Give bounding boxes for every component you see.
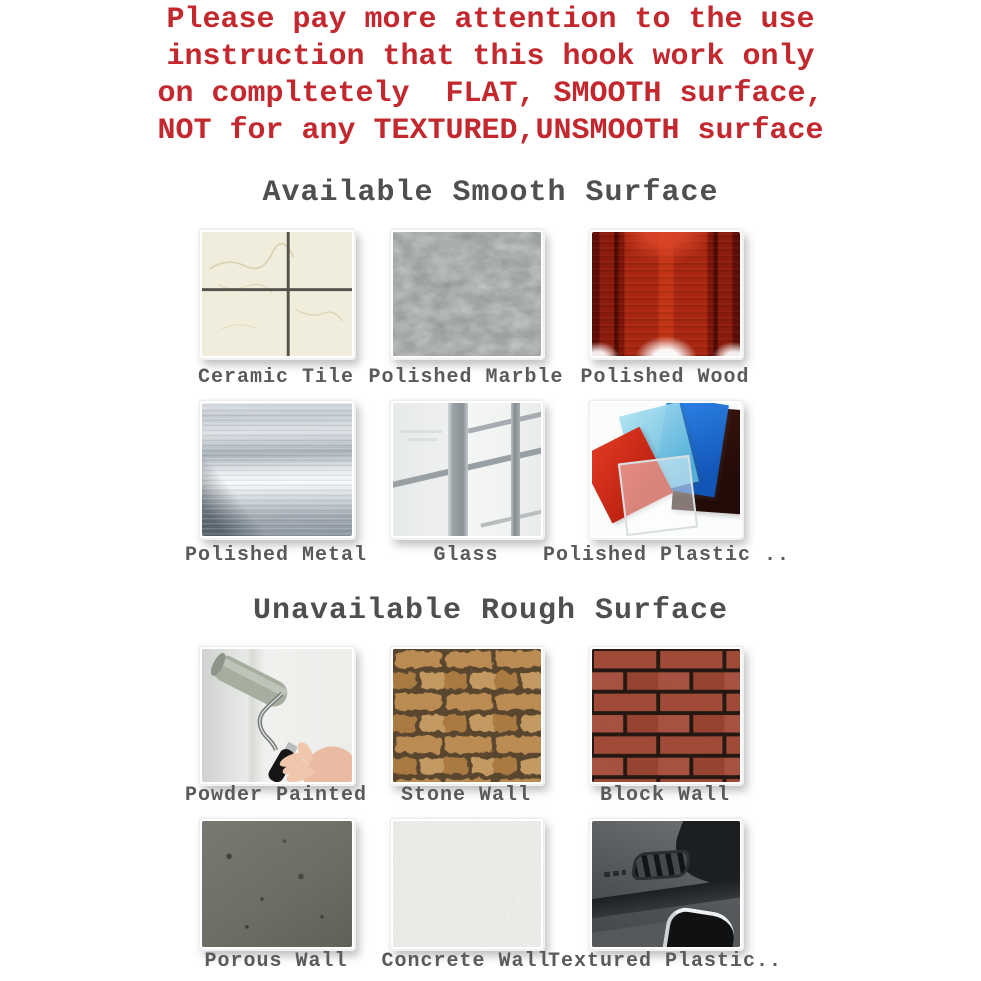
porous-pores	[202, 821, 352, 947]
polished-marble-photo	[393, 232, 541, 356]
label-concrete-wall: Concrete Wall	[381, 950, 551, 973]
photo-textured-plastic	[589, 818, 743, 950]
porous-wall-photo	[202, 821, 352, 947]
photo-ceramic-tile	[199, 229, 355, 359]
glass-reflection-line	[400, 430, 441, 433]
label-block-wall: Block Wall	[599, 784, 731, 807]
block-wall-svg	[592, 649, 740, 782]
label-polished-wood: Polished Wood	[580, 366, 750, 389]
ceramic-texture-svg	[202, 232, 352, 356]
photo-concrete-wall	[390, 818, 544, 950]
polished-metal-photo	[202, 403, 352, 536]
warning-line-3: on compltetely FLAT, SMOOTH surface,	[157, 77, 824, 111]
polished-plastic-photo	[592, 403, 740, 536]
label-porous-wall: Porous Wall	[204, 950, 348, 973]
paint-roller-svg	[202, 649, 352, 782]
photo-polished-plastic	[589, 400, 743, 539]
concrete-wall-photo	[393, 821, 541, 947]
label-polished-marble: Polished Marble	[368, 366, 564, 389]
dashboard-side-vent	[662, 905, 738, 947]
warning-line-2: instruction that this hook work only	[166, 40, 815, 74]
warning-line-1: Please pay more attention to the use	[166, 3, 815, 37]
warning-line-4: NOT for any TEXTURED,UNSMOOTH surface	[157, 114, 824, 148]
photo-polished-marble	[390, 229, 544, 359]
label-textured-plastic: Textured Plastic..	[547, 950, 783, 973]
photo-powder-painted	[199, 646, 355, 785]
label-polished-plastic: Polished Plastic ..	[543, 544, 791, 567]
stucco-texture-svg	[393, 821, 541, 947]
label-ceramic-tile: Ceramic Tile	[197, 366, 355, 389]
photo-glass	[390, 400, 544, 539]
label-powder-painted: Powder Painted	[184, 784, 368, 807]
label-glass: Glass	[433, 544, 499, 567]
dashboard-badge	[604, 870, 627, 878]
glass-photo	[393, 403, 541, 536]
label-stone-wall: Stone Wall	[400, 784, 532, 807]
photo-porous-wall	[199, 818, 355, 950]
plastic-sheet-clear	[617, 455, 697, 536]
block-wall-photo	[592, 649, 740, 782]
photo-polished-metal	[199, 400, 355, 539]
photo-polished-wood	[589, 229, 743, 359]
photo-stone-wall	[390, 646, 544, 785]
glass-reflection-line	[408, 438, 438, 441]
photo-block-wall	[589, 646, 743, 785]
section-title-available-smooth-surface: Available Smooth Surface	[262, 176, 719, 210]
textured-plastic-photo	[592, 821, 740, 947]
powder-painted-photo	[202, 649, 352, 782]
marble-texture-svg	[393, 232, 541, 356]
dashboard-air-vent	[631, 849, 693, 881]
glass-diagonal-frame	[468, 409, 541, 433]
glass-mullion-thin	[511, 403, 520, 536]
glass-mullion-wide	[448, 403, 469, 536]
label-polished-metal: Polished Metal	[184, 544, 368, 567]
section-title-unavailable-rough-surface: Unavailable Rough Surface	[252, 594, 729, 628]
warning-text	[0, 2, 981, 150]
ceramic-tile-photo	[202, 232, 352, 356]
stone-wall-photo	[393, 649, 541, 782]
stone-wall-svg	[393, 649, 541, 782]
polished-wood-photo	[592, 232, 740, 356]
